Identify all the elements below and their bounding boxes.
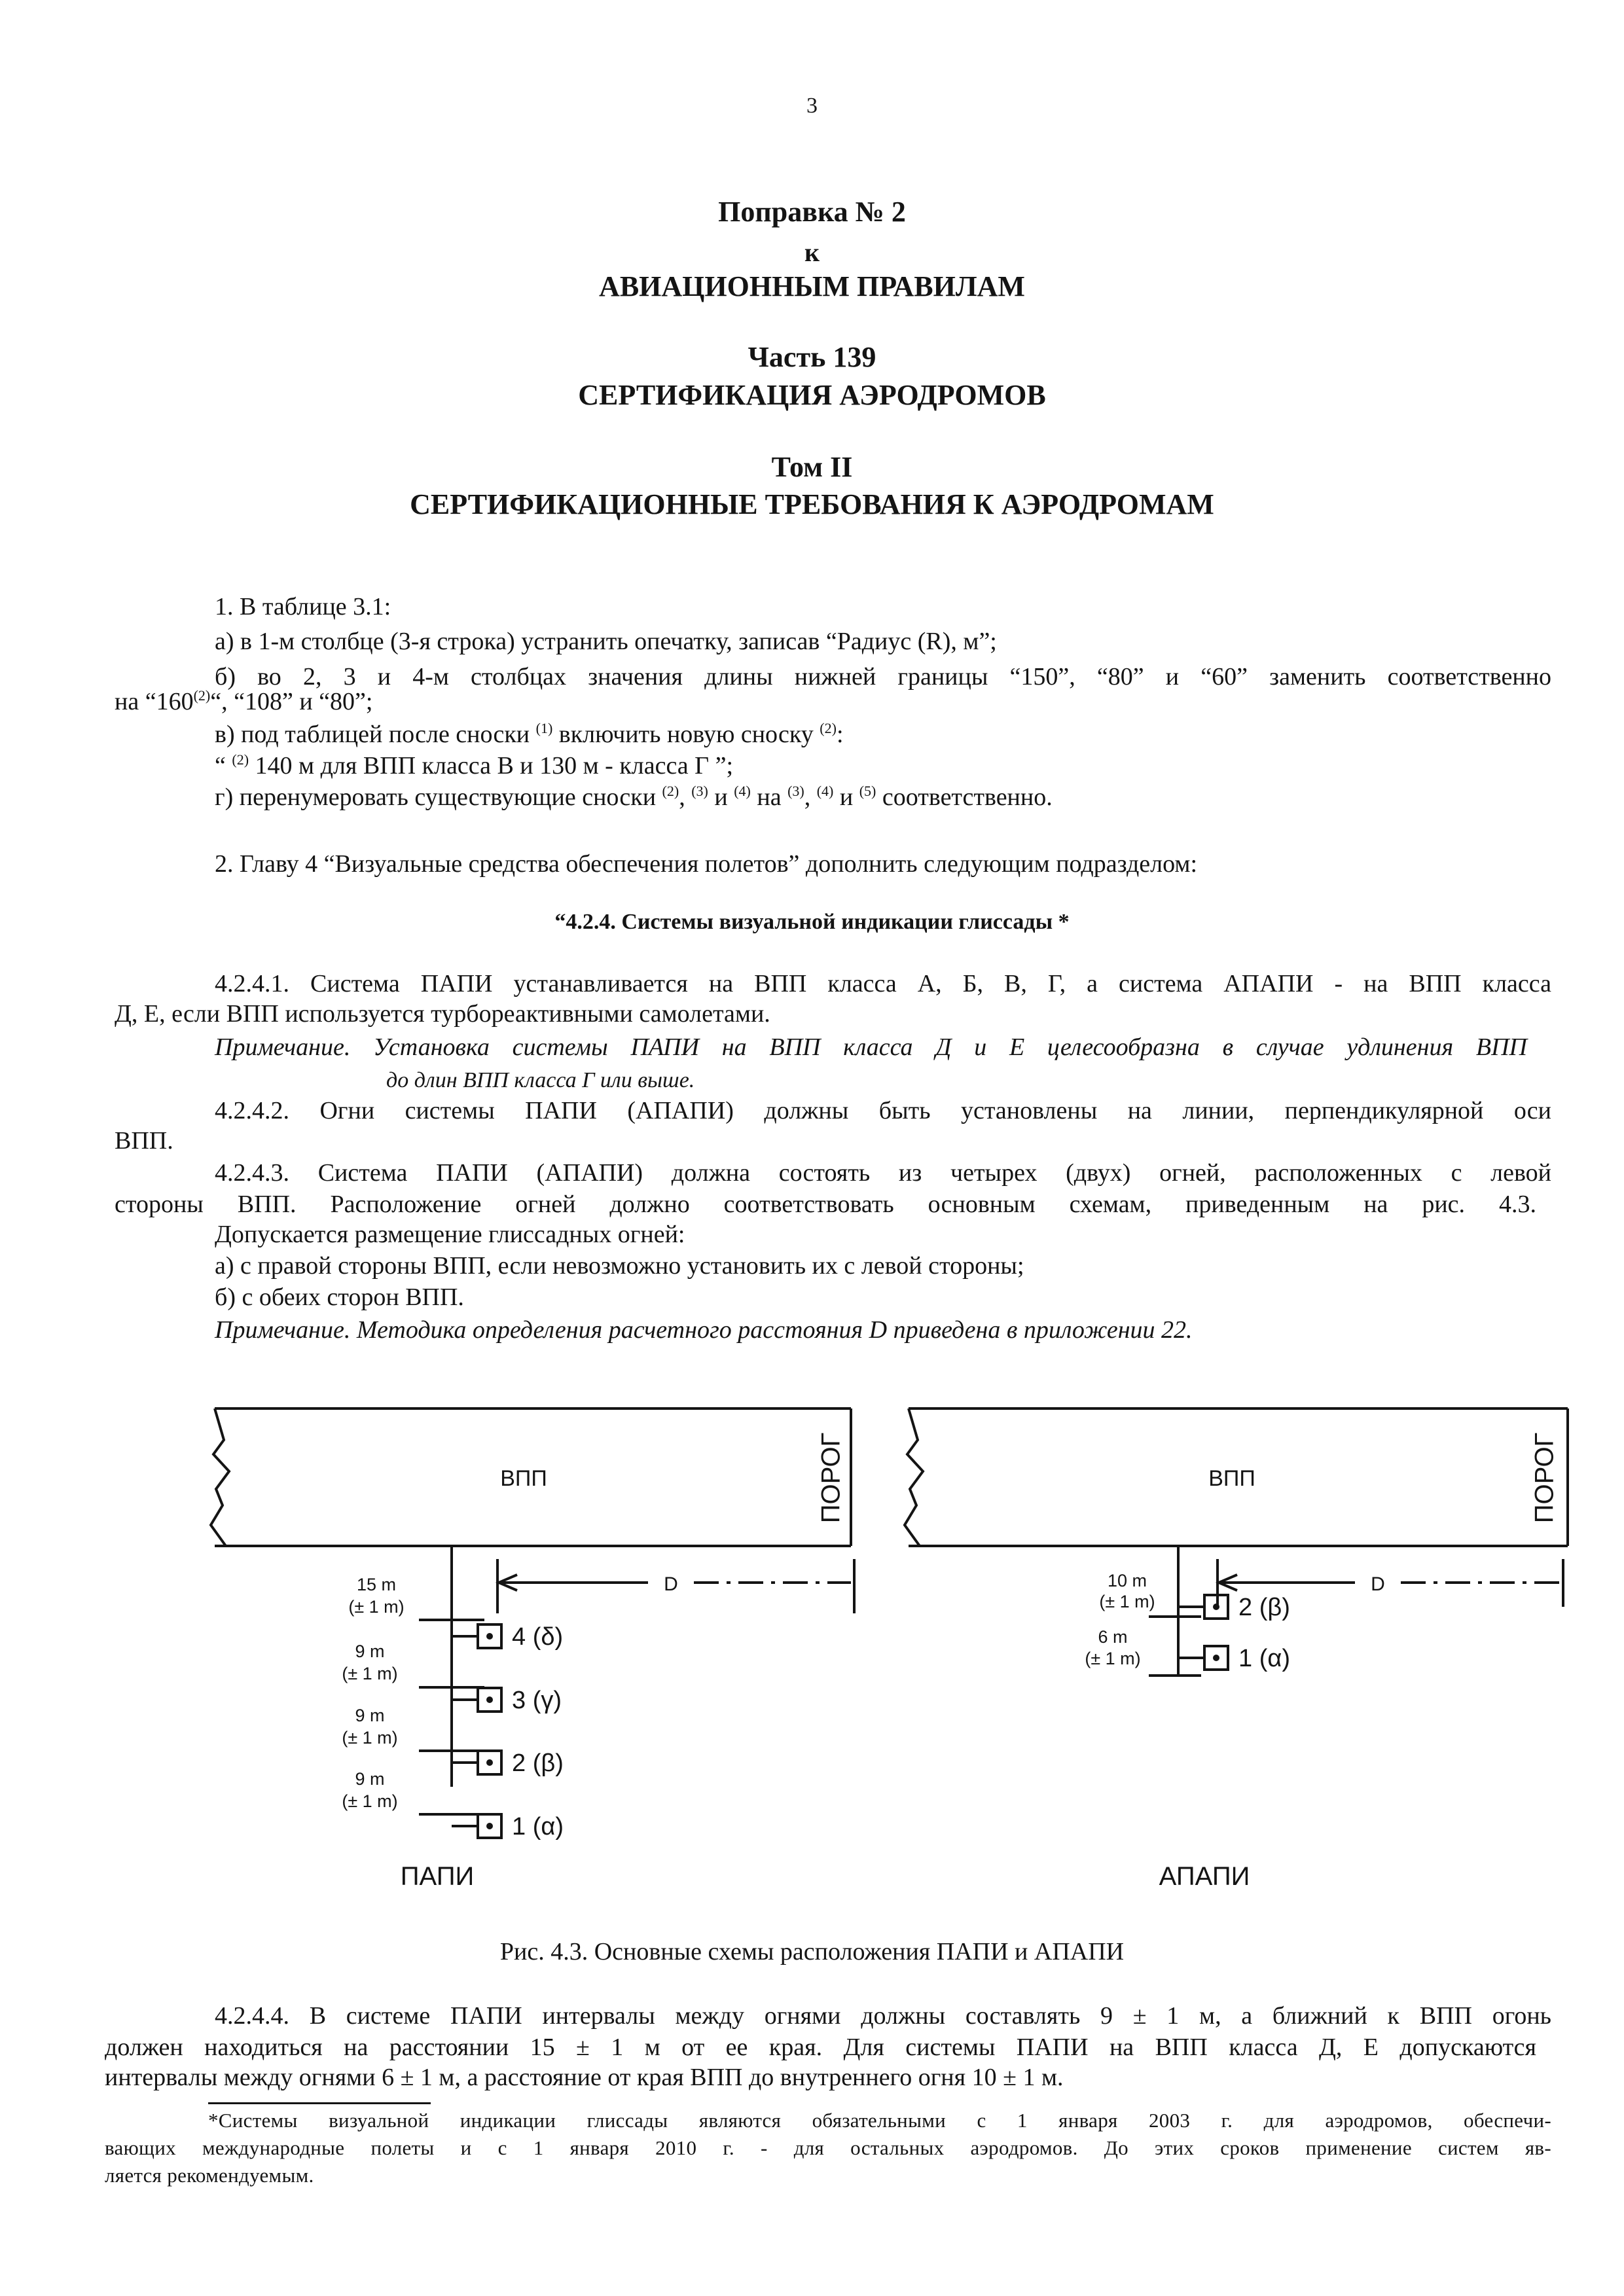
amendment-to: к	[804, 238, 820, 267]
p3-line1: 4.2.4.3. Система ПАПИ (АПАПИ) должна состоять из четырех (двух) огней, расположенных с левой	[215, 1159, 1551, 1187]
p3-line3: Допускается размещение глиссадных огней:	[215, 1221, 685, 1248]
apapi-caption: АПАПИ	[1159, 1862, 1250, 1891]
p2-line1: 4.2.4.2. Огни системы ПАПИ (АПАПИ) должны быть установлены на линии, перпендикулярной оси	[215, 1097, 1551, 1124]
papi-dim3-tol: (± 1 m)	[342, 1728, 398, 1748]
volume-title: СЕРТИФИКАЦИОННЫЕ ТРЕБОВАНИЯ К АЭРОДРОМАМ	[410, 488, 1214, 520]
apapi-light-label: 1 (α)	[1238, 1645, 1290, 1672]
p3-line2: стороны ВПП. Расположение огней должно соответствовать основным схемам, приведенным на рис. 4.3.	[115, 1191, 1536, 1218]
papi-light-1	[452, 1623, 563, 1651]
p2-line2: ВПП.	[115, 1127, 173, 1155]
papi-caption: ПАПИ	[400, 1862, 475, 1891]
papi-light-4	[452, 1813, 564, 1840]
apapi-light-label: 2 (β)	[1238, 1594, 1290, 1621]
footnote-line2: вающих международные полеты и с 1 января 2010 г. - для остальных аэродромов. До этих сроков применение систем яв-	[105, 2136, 1551, 2159]
note2: Примечание. Методика определения расчетного расстояния D приведена в приложении 22.	[215, 1316, 1193, 1344]
item1-b-line1: б) во 2, 3 и 4-м столбцах значения длины нижней границы “150”, “80” и “60” заменить соответственно	[215, 663, 1551, 691]
apapi-dim1: 10 m	[1107, 1571, 1147, 1590]
p4-line1: 4.2.4.4. В системе ПАПИ интервалы между огнями должны составлять 9 ± 1 м, а ближний к ВПП огонь	[215, 2002, 1551, 2030]
apapi-runway-label: ВПП	[1208, 1466, 1255, 1491]
p3-line5: б) с обеих сторон ВПП.	[215, 1283, 464, 1311]
apapi-dim2-tol: (± 1 m)	[1085, 1649, 1141, 1668]
page-number: 3	[806, 94, 818, 118]
papi-runway-label: ВПП	[500, 1466, 547, 1491]
rules-title: АВИАЦИОННЫМ ПРАВИЛАМ	[599, 270, 1025, 302]
papi-light-dot	[486, 1633, 493, 1640]
papi-lights-group	[452, 1623, 564, 1840]
papi-light-dot	[486, 1759, 493, 1766]
papi-dim2-tol: (± 1 m)	[342, 1664, 398, 1683]
papi-threshold-label: ПОРОГ	[816, 1432, 846, 1524]
footnote-line3: ляется рекомендуемым.	[105, 2164, 314, 2187]
apapi-dim2: 6 m	[1098, 1627, 1128, 1647]
apapi-threshold-label: ПОРОГ	[1530, 1432, 1559, 1524]
apapi-light-dot	[1213, 1655, 1219, 1661]
p1-line2: Д, Е, если ВПП используется турбореактивными самолетами.	[115, 1000, 770, 1028]
papi-dim1: 15 m	[356, 1575, 397, 1594]
papi-dim4-tol: (± 1 m)	[342, 1791, 398, 1811]
item1-b-line2: на “160$^{(2)}$“, “108” и “80”;	[115, 687, 373, 715]
papi-light-dot	[486, 1696, 493, 1703]
papi-light-label: 1 (α)	[512, 1813, 564, 1840]
apapi-distance-label: D	[1371, 1573, 1385, 1595]
item2-text: 2. Главу 4 “Визуальные средства обеспечения полетов” дополнить следующим подразделом:	[215, 850, 1197, 878]
papi-distance-label: D	[664, 1573, 678, 1595]
item1-g: г) перенумеровать существующие сноски $^{(2)}$, $^{(3)}$ и $^{(4)}$ на $^{(3)}$, $^{(4)}$ и $^{(5)}$ соответственно.	[215, 783, 1053, 811]
note1-line2: до длин ВПП класса Г или выше.	[386, 1068, 695, 1092]
p1-line1: 4.2.4.1. Система ПАПИ устанавливается на ВПП класса А, Б, В, Г, а система АПАПИ - на ВПП класса	[215, 970, 1551, 997]
papi-dim1-tol: (± 1 m)	[348, 1597, 405, 1617]
apapi-lights-group	[1178, 1594, 1290, 1672]
papi-light-label: 3 (γ)	[512, 1687, 562, 1714]
p3-line4: а) с правой стороны ВПП, если невозможно установить их с левой стороны;	[215, 1252, 1024, 1280]
papi-light-3	[452, 1749, 564, 1777]
item1-new-footnote: “ $^{(2)}$ 140 м для ВПП класса В и 130 м - класса Г ”;	[215, 751, 734, 780]
p4-line3: интервалы между огнями 6 ± 1 м, а расстояние от края ВПП до внутреннего огня 10 ± 1 м.	[105, 2064, 1064, 2091]
papi-light-dot	[486, 1823, 493, 1829]
papi-light-2	[452, 1687, 562, 1714]
item1-a: а) в 1-м столбце (3-я строка) устранить опечатку, записав “Радиус (R), м”;	[215, 628, 997, 655]
apapi-light-2	[1178, 1645, 1290, 1672]
papi-dim4: 9 m	[355, 1769, 385, 1789]
part-title: СЕРТИФИКАЦИЯ АЭРОДРОМОВ	[578, 379, 1046, 411]
p4-line2: должен находиться на расстоянии 15 ± 1 м от ее края. Для системы ПАПИ на ВПП класса Д, Е допускаются	[105, 2034, 1536, 2061]
amendment-title: Поправка № 2	[718, 196, 906, 228]
item1-intro: 1. В таблице 3.1:	[215, 593, 391, 620]
apapi-light-dot	[1213, 1604, 1219, 1610]
note1-line1: Примечание. Установка системы ПАПИ на ВПП класса Д и Е целесообразна в случае удлинения ВПП	[215, 1033, 1527, 1061]
figure-caption: Рис. 4.3. Основные схемы расположения ПАПИ и АПАПИ	[499, 1938, 1125, 1965]
papi-light-label: 2 (β)	[512, 1749, 564, 1777]
volume-number: Том II	[771, 451, 853, 483]
papi-dim3: 9 m	[355, 1706, 385, 1725]
footnote-rule	[208, 2102, 431, 2104]
item1-v: в) под таблицей после сноски $^{(1)}$ включить новую сноску $^{(2)}$:	[215, 720, 844, 748]
papi-light-label: 4 (δ)	[512, 1623, 564, 1651]
part-number: Часть 139	[748, 341, 876, 373]
papi-dim2: 9 m	[355, 1641, 385, 1661]
apapi-dim1-tol: (± 1 m)	[1099, 1592, 1155, 1611]
section-title: “4.2.4. Системы визуальной индикации глиссады *	[554, 910, 1070, 934]
footnote-line1: *Системы визуальной индикации глиссады являются обязательными с 1 января 2003 г. для аэродромов, обеспечи-	[208, 2109, 1551, 2132]
